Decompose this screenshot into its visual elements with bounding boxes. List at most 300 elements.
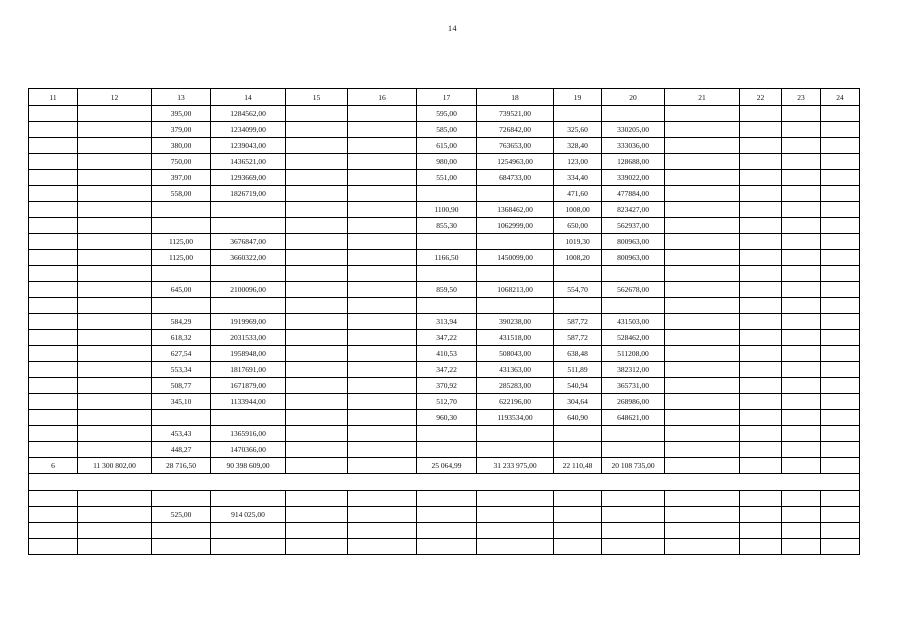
table-cell xyxy=(29,346,78,362)
table-cell xyxy=(782,346,821,362)
table-cell xyxy=(740,378,782,394)
table-cell xyxy=(348,170,417,186)
table-cell xyxy=(821,330,860,346)
table-cell xyxy=(286,266,348,282)
table-cell xyxy=(821,138,860,154)
table-cell xyxy=(78,426,152,442)
table-cell xyxy=(782,507,821,523)
table-cell xyxy=(740,106,782,122)
table-cell xyxy=(740,491,782,507)
table-cell xyxy=(78,523,152,539)
table-cell xyxy=(665,234,740,250)
table-cell: 1239043,00 xyxy=(211,138,286,154)
table-cell xyxy=(152,410,211,426)
table-cell: 980,00 xyxy=(417,154,477,170)
table-cell xyxy=(782,523,821,539)
table-cell: 13 xyxy=(152,89,211,106)
table-cell: 22 110,48 xyxy=(554,458,602,474)
table-cell xyxy=(348,234,417,250)
table-cell xyxy=(665,106,740,122)
table-cell xyxy=(286,491,348,507)
table-cell xyxy=(286,250,348,266)
table-cell: 453,43 xyxy=(152,426,211,442)
table-cell: 268986,00 xyxy=(602,394,665,410)
table-cell: 763653,00 xyxy=(477,138,554,154)
table-cell: 123,00 xyxy=(554,154,602,170)
table-cell xyxy=(821,218,860,234)
table-cell: 397,00 xyxy=(152,170,211,186)
table-cell xyxy=(417,474,477,491)
separator-row xyxy=(29,474,860,491)
table-cell xyxy=(782,458,821,474)
table-cell: 726842,00 xyxy=(477,122,554,138)
table-cell xyxy=(665,442,740,458)
table-cell xyxy=(782,154,821,170)
table-cell xyxy=(417,507,477,523)
table-cell xyxy=(286,298,348,314)
table-row xyxy=(29,491,860,507)
table-cell: 640,90 xyxy=(554,410,602,426)
table-cell xyxy=(665,330,740,346)
table-cell: 960,30 xyxy=(417,410,477,426)
table-cell: 508,77 xyxy=(152,378,211,394)
table-cell: 684733,00 xyxy=(477,170,554,186)
table-cell xyxy=(29,426,78,442)
table-cell xyxy=(740,410,782,426)
table-cell xyxy=(821,458,860,474)
table-cell: 390238,00 xyxy=(477,314,554,330)
table-cell xyxy=(782,426,821,442)
table-cell xyxy=(782,266,821,282)
table-cell xyxy=(740,458,782,474)
table-cell xyxy=(417,491,477,507)
table-cell: 431363,00 xyxy=(477,362,554,378)
table-cell: 914 025,00 xyxy=(211,507,286,523)
table-cell xyxy=(740,346,782,362)
table-cell: 525,00 xyxy=(152,507,211,523)
table-cell: 17 xyxy=(417,89,477,106)
table-cell: 3676847,00 xyxy=(211,234,286,250)
table-cell xyxy=(286,507,348,523)
table-cell xyxy=(665,298,740,314)
table-cell xyxy=(782,539,821,555)
table-cell xyxy=(78,330,152,346)
table-cell xyxy=(78,266,152,282)
table-cell: 18 xyxy=(477,89,554,106)
table-cell xyxy=(821,507,860,523)
table-cell xyxy=(821,266,860,282)
table-cell: 1125,00 xyxy=(152,234,211,250)
table-cell xyxy=(211,539,286,555)
table-cell xyxy=(211,298,286,314)
table-cell xyxy=(782,138,821,154)
table-cell: 20 108 735,00 xyxy=(602,458,665,474)
table-cell xyxy=(348,250,417,266)
table-cell xyxy=(348,298,417,314)
table-cell xyxy=(554,491,602,507)
table-cell: 471,60 xyxy=(554,186,602,202)
table-cell: 477884,00 xyxy=(602,186,665,202)
table-cell: 511208,00 xyxy=(602,346,665,362)
table-cell xyxy=(782,106,821,122)
table-cell: 1100,90 xyxy=(417,202,477,218)
table-cell xyxy=(602,298,665,314)
table-cell xyxy=(348,266,417,282)
table-cell: 19 xyxy=(554,89,602,106)
table-cell xyxy=(348,378,417,394)
table-cell xyxy=(29,234,78,250)
table-cell xyxy=(665,122,740,138)
table-cell: 1293669,00 xyxy=(211,170,286,186)
table-row xyxy=(29,539,860,555)
table-cell xyxy=(665,218,740,234)
table-cell: 448,27 xyxy=(152,442,211,458)
table-cell: 410,53 xyxy=(417,346,477,362)
table-cell xyxy=(286,474,348,491)
table-cell xyxy=(78,282,152,298)
table-cell xyxy=(782,298,821,314)
table-cell: 1193534,00 xyxy=(477,410,554,426)
table-cell xyxy=(665,410,740,426)
table-cell xyxy=(29,298,78,314)
table-cell xyxy=(286,539,348,555)
table-cell xyxy=(78,170,152,186)
table-cell: 1008,20 xyxy=(554,250,602,266)
table-cell xyxy=(29,154,78,170)
table-cell xyxy=(740,218,782,234)
table-cell: 328,40 xyxy=(554,138,602,154)
table-cell xyxy=(821,202,860,218)
table-cell xyxy=(740,474,782,491)
table-cell: 1068213,00 xyxy=(477,282,554,298)
table-cell xyxy=(782,186,821,202)
table-cell xyxy=(477,442,554,458)
table-cell xyxy=(286,394,348,410)
table-cell xyxy=(477,491,554,507)
table-cell: 1368462,00 xyxy=(477,202,554,218)
table-cell xyxy=(348,442,417,458)
table-cell: 313,94 xyxy=(417,314,477,330)
table-cell: 347,22 xyxy=(417,330,477,346)
table-cell xyxy=(78,410,152,426)
table-cell xyxy=(211,266,286,282)
table-row xyxy=(29,362,860,378)
table-cell xyxy=(782,442,821,458)
table-cell xyxy=(821,491,860,507)
table-row xyxy=(29,282,860,298)
table-cell xyxy=(29,539,78,555)
table-cell: 1470366,00 xyxy=(211,442,286,458)
table-cell xyxy=(665,154,740,170)
table-cell xyxy=(286,202,348,218)
table-cell: 380,00 xyxy=(152,138,211,154)
table-cell: 431518,00 xyxy=(477,330,554,346)
table-cell: 14 xyxy=(211,89,286,106)
table-cell xyxy=(29,491,78,507)
table-cell: 333036,00 xyxy=(602,138,665,154)
table-cell xyxy=(740,539,782,555)
table-cell xyxy=(78,491,152,507)
table-cell xyxy=(348,410,417,426)
table-cell: 512,70 xyxy=(417,394,477,410)
table-cell xyxy=(286,378,348,394)
table-cell xyxy=(348,282,417,298)
table-cell xyxy=(665,170,740,186)
table-cell: 1008,00 xyxy=(554,202,602,218)
table-cell: 618,32 xyxy=(152,330,211,346)
table-cell xyxy=(821,314,860,330)
table-cell xyxy=(152,202,211,218)
table-cell: 562678,00 xyxy=(602,282,665,298)
table-cell xyxy=(782,362,821,378)
table-cell: 6 xyxy=(29,458,78,474)
table-cell xyxy=(665,314,740,330)
table-cell xyxy=(782,282,821,298)
table-cell: 2100096,00 xyxy=(211,282,286,298)
table-cell xyxy=(821,539,860,555)
table-cell xyxy=(29,170,78,186)
table-cell xyxy=(417,234,477,250)
table-cell: 25 064,99 xyxy=(417,458,477,474)
table-cell: 1166,50 xyxy=(417,250,477,266)
table-cell xyxy=(29,138,78,154)
table-cell xyxy=(29,330,78,346)
table-cell xyxy=(740,394,782,410)
table-cell: 638,48 xyxy=(554,346,602,362)
table-cell: 800963,00 xyxy=(602,234,665,250)
table-cell xyxy=(821,282,860,298)
table-cell xyxy=(602,106,665,122)
table-cell xyxy=(554,298,602,314)
table-cell xyxy=(602,426,665,442)
table-cell: 11 300 802,00 xyxy=(78,458,152,474)
table-cell xyxy=(348,330,417,346)
table-cell xyxy=(348,138,417,154)
table-cell: 20 xyxy=(602,89,665,106)
table-cell xyxy=(821,523,860,539)
table-cell xyxy=(286,170,348,186)
table-row xyxy=(29,250,860,266)
table-cell xyxy=(665,378,740,394)
table-cell: 1284562,00 xyxy=(211,106,286,122)
table-row xyxy=(29,122,860,138)
table-row xyxy=(29,170,860,186)
table-cell xyxy=(554,523,602,539)
table-cell xyxy=(417,266,477,282)
table-cell xyxy=(554,539,602,555)
table-cell xyxy=(665,282,740,298)
table-cell xyxy=(665,138,740,154)
table-cell: 304,64 xyxy=(554,394,602,410)
table-cell xyxy=(417,426,477,442)
table-cell xyxy=(78,474,152,491)
table-cell xyxy=(602,523,665,539)
table-cell: 1365916,00 xyxy=(211,426,286,442)
table-cell: 24 xyxy=(821,89,860,106)
table-cell xyxy=(740,362,782,378)
table-cell xyxy=(821,186,860,202)
table-cell: 508043,00 xyxy=(477,346,554,362)
table-cell: 334,40 xyxy=(554,170,602,186)
table-cell xyxy=(348,154,417,170)
table-row xyxy=(29,154,860,170)
table-cell: 21 xyxy=(665,89,740,106)
table-cell xyxy=(78,106,152,122)
table-row xyxy=(29,298,860,314)
table-cell xyxy=(665,202,740,218)
table-cell xyxy=(78,298,152,314)
table-cell: 750,00 xyxy=(152,154,211,170)
table-cell xyxy=(821,378,860,394)
table-cell: 587,72 xyxy=(554,314,602,330)
table-cell xyxy=(211,491,286,507)
table-cell: 330205,00 xyxy=(602,122,665,138)
table-cell xyxy=(821,234,860,250)
table-cell xyxy=(348,106,417,122)
table-cell: 16 xyxy=(348,89,417,106)
table-row xyxy=(29,507,860,523)
table-cell: 739521,00 xyxy=(477,106,554,122)
table-cell xyxy=(602,491,665,507)
table-row xyxy=(29,442,860,458)
table-cell: 1958948,00 xyxy=(211,346,286,362)
table-cell: 31 233 975,00 xyxy=(477,458,554,474)
table-cell xyxy=(665,186,740,202)
table-cell xyxy=(78,394,152,410)
table-cell xyxy=(348,523,417,539)
table-cell xyxy=(602,539,665,555)
table-cell xyxy=(286,218,348,234)
table-cell xyxy=(665,346,740,362)
table-cell xyxy=(29,442,78,458)
table-cell: 345,10 xyxy=(152,394,211,410)
table-cell xyxy=(29,507,78,523)
table-cell xyxy=(554,266,602,282)
table-cell xyxy=(29,202,78,218)
table-cell xyxy=(740,330,782,346)
table-cell xyxy=(740,282,782,298)
table-cell xyxy=(348,314,417,330)
table-cell xyxy=(477,523,554,539)
table-cell xyxy=(740,442,782,458)
table-row xyxy=(29,218,860,234)
table-cell xyxy=(740,122,782,138)
table-cell xyxy=(152,266,211,282)
table-row xyxy=(29,202,860,218)
table-cell xyxy=(211,410,286,426)
table-cell xyxy=(477,234,554,250)
table-cell xyxy=(78,218,152,234)
table-cell: 365731,00 xyxy=(602,378,665,394)
table-cell: 554,70 xyxy=(554,282,602,298)
table-cell: 800963,00 xyxy=(602,250,665,266)
table-cell xyxy=(782,410,821,426)
table-cell: 285283,00 xyxy=(477,378,554,394)
table-cell xyxy=(29,362,78,378)
table-cell: 648621,00 xyxy=(602,410,665,426)
table-cell: 325,60 xyxy=(554,122,602,138)
table-cell xyxy=(29,474,78,491)
table-cell: 1919969,00 xyxy=(211,314,286,330)
table-cell xyxy=(29,250,78,266)
table-cell xyxy=(665,507,740,523)
table-cell xyxy=(782,378,821,394)
table-cell xyxy=(286,410,348,426)
table-cell xyxy=(348,539,417,555)
table-cell xyxy=(554,426,602,442)
table-cell xyxy=(821,170,860,186)
table-cell xyxy=(78,314,152,330)
table-cell xyxy=(78,122,152,138)
table-cell xyxy=(78,346,152,362)
table-cell xyxy=(417,539,477,555)
table-cell: 650,00 xyxy=(554,218,602,234)
table-cell xyxy=(29,314,78,330)
table-cell: 379,00 xyxy=(152,122,211,138)
table-cell: 395,00 xyxy=(152,106,211,122)
table-cell xyxy=(602,507,665,523)
table-cell xyxy=(417,186,477,202)
table-cell xyxy=(29,378,78,394)
table-cell xyxy=(821,362,860,378)
table-cell xyxy=(740,507,782,523)
table-cell: 511,89 xyxy=(554,362,602,378)
table-cell xyxy=(348,362,417,378)
table-cell: 615,00 xyxy=(417,138,477,154)
table-cell xyxy=(665,426,740,442)
table-cell xyxy=(821,426,860,442)
table-cell xyxy=(665,394,740,410)
table-cell: 28 716,50 xyxy=(152,458,211,474)
page-number: 14 xyxy=(448,24,457,33)
table-cell xyxy=(152,218,211,234)
table-row xyxy=(29,378,860,394)
table-cell xyxy=(348,394,417,410)
table-cell xyxy=(665,458,740,474)
table-cell xyxy=(665,491,740,507)
table-cell: 339022,00 xyxy=(602,170,665,186)
table-cell xyxy=(348,346,417,362)
table-cell xyxy=(740,170,782,186)
table-cell xyxy=(665,539,740,555)
table-cell xyxy=(740,138,782,154)
table-cell xyxy=(477,266,554,282)
table-cell xyxy=(286,282,348,298)
table-cell: 90 398 609,00 xyxy=(211,458,286,474)
table-row xyxy=(29,234,860,250)
table-cell: 645,00 xyxy=(152,282,211,298)
table-cell xyxy=(29,394,78,410)
table-cell xyxy=(152,523,211,539)
table-cell: 528462,00 xyxy=(602,330,665,346)
table-cell xyxy=(554,474,602,491)
table-row xyxy=(29,330,860,346)
table-cell xyxy=(740,298,782,314)
table-cell xyxy=(477,298,554,314)
table-cell xyxy=(348,218,417,234)
table-cell: 11 xyxy=(29,89,78,106)
table-cell xyxy=(554,106,602,122)
table-row xyxy=(29,346,860,362)
table-cell xyxy=(286,523,348,539)
table-cell xyxy=(78,507,152,523)
table-cell xyxy=(78,362,152,378)
table-cell xyxy=(211,474,286,491)
table-cell xyxy=(417,523,477,539)
table-cell: 22 xyxy=(740,89,782,106)
table-cell xyxy=(152,298,211,314)
table-cell xyxy=(782,491,821,507)
